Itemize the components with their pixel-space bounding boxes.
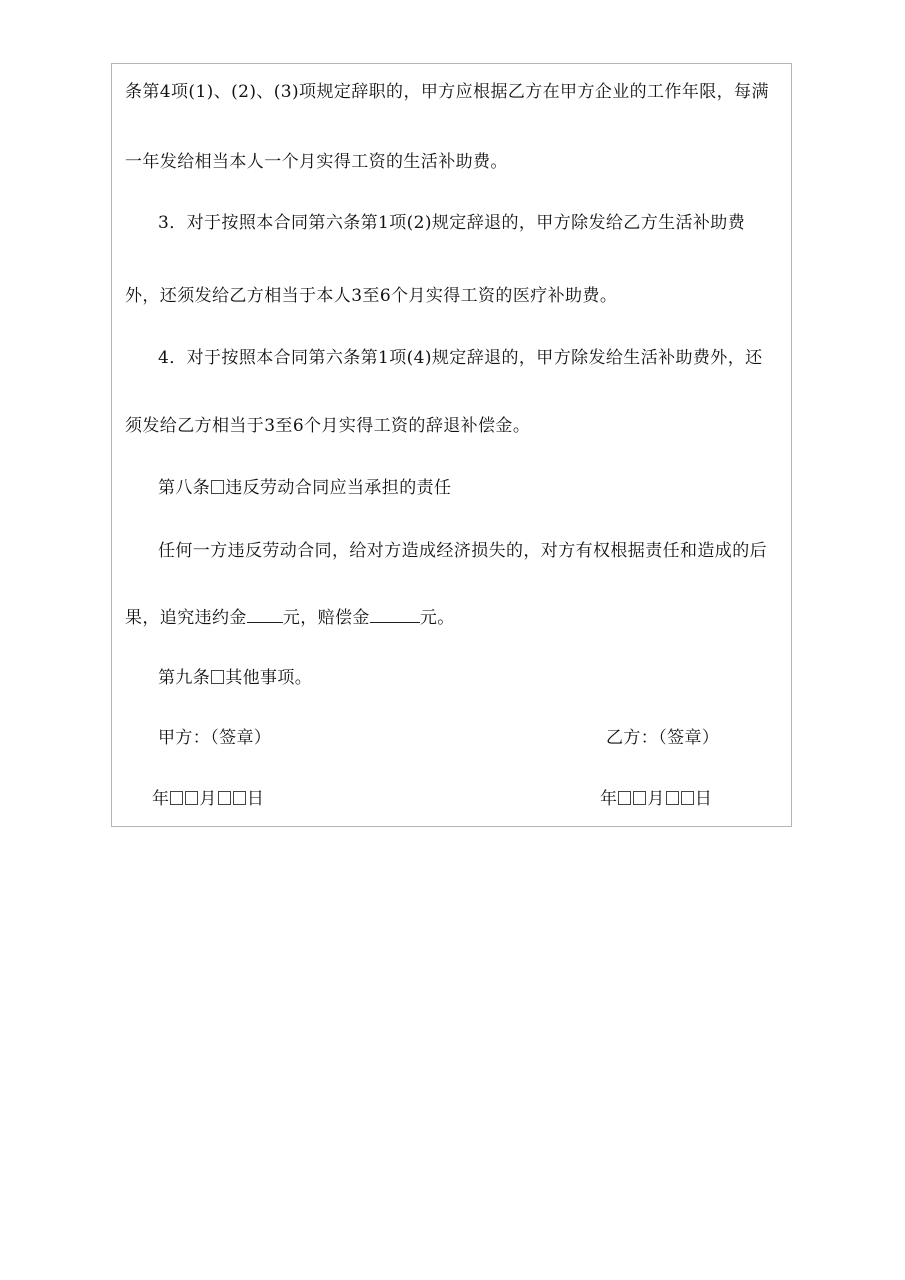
article-8-heading	[158, 477, 451, 499]
date-day-label: 日	[694, 789, 713, 809]
placeholder-box	[185, 791, 198, 805]
placeholder-box	[633, 791, 646, 805]
clause-7-2-line-1: 条第4项(1)、(2)、(3)项规定辞职的，甲方应根据乙方在甲方企业的工作年限，每满	[125, 82, 769, 102]
clause-7-3-line-1: 3．对于按照本合同第六条第1项(2)规定辞退的，甲方除发给乙方生活补助费	[158, 213, 746, 233]
article-8-line-2	[125, 606, 455, 629]
placeholder-box	[211, 670, 224, 684]
penalty-label: 果，追究违约金	[125, 608, 247, 628]
placeholder-box	[681, 791, 694, 805]
article-8-line-1: 任何一方违反劳动合同，给对方造成经济损失的，对方有权根据责任和造成的后	[158, 541, 767, 561]
date-month-label: 月	[647, 789, 665, 809]
article-8-title: 违反劳动合同应当承担的责任	[225, 478, 452, 498]
clause-7-4-line-2: 须发给乙方相当于3至6个月实得工资的辞退补偿金。	[125, 416, 531, 436]
placeholder-box	[233, 791, 246, 805]
placeholder-box	[618, 791, 631, 805]
party-a-date	[152, 788, 264, 810]
article-9-heading	[158, 667, 312, 689]
article-9-title: 其他事项。	[225, 668, 313, 688]
date-day-label: 日	[246, 789, 265, 809]
clause-7-2-line-2: 一年发给相当本人一个月实得工资的生活补助费。	[125, 152, 508, 172]
placeholder-box	[666, 791, 679, 805]
clause-7-3-line-2: 外，还须发给乙方相当于本人3至6个月实得工资的医疗补助费。	[125, 286, 618, 306]
placeholder-box	[170, 791, 183, 805]
article-8-number: 第八条	[158, 478, 211, 498]
party-b-signature: 乙方：（签章）	[606, 728, 720, 748]
date-year-label: 年	[600, 789, 618, 809]
compensation-blank	[370, 606, 420, 623]
party-a-signature: 甲方：（签章）	[158, 728, 272, 748]
penalty-blank	[247, 606, 283, 623]
date-month-label: 月	[199, 789, 217, 809]
placeholder-box	[218, 791, 231, 805]
party-b-date	[600, 788, 712, 810]
date-year-label: 年	[152, 789, 170, 809]
unit-suffix: 元。	[419, 608, 455, 628]
article-9-number: 第九条	[158, 668, 211, 688]
compensation-label: 元，赔偿金	[282, 608, 370, 628]
document-frame	[111, 63, 792, 827]
clause-7-4-line-1: 4．对于按照本合同第六条第1项(4)规定辞退的，甲方除发给生活补助费外，还	[158, 348, 763, 368]
placeholder-box	[211, 480, 224, 494]
